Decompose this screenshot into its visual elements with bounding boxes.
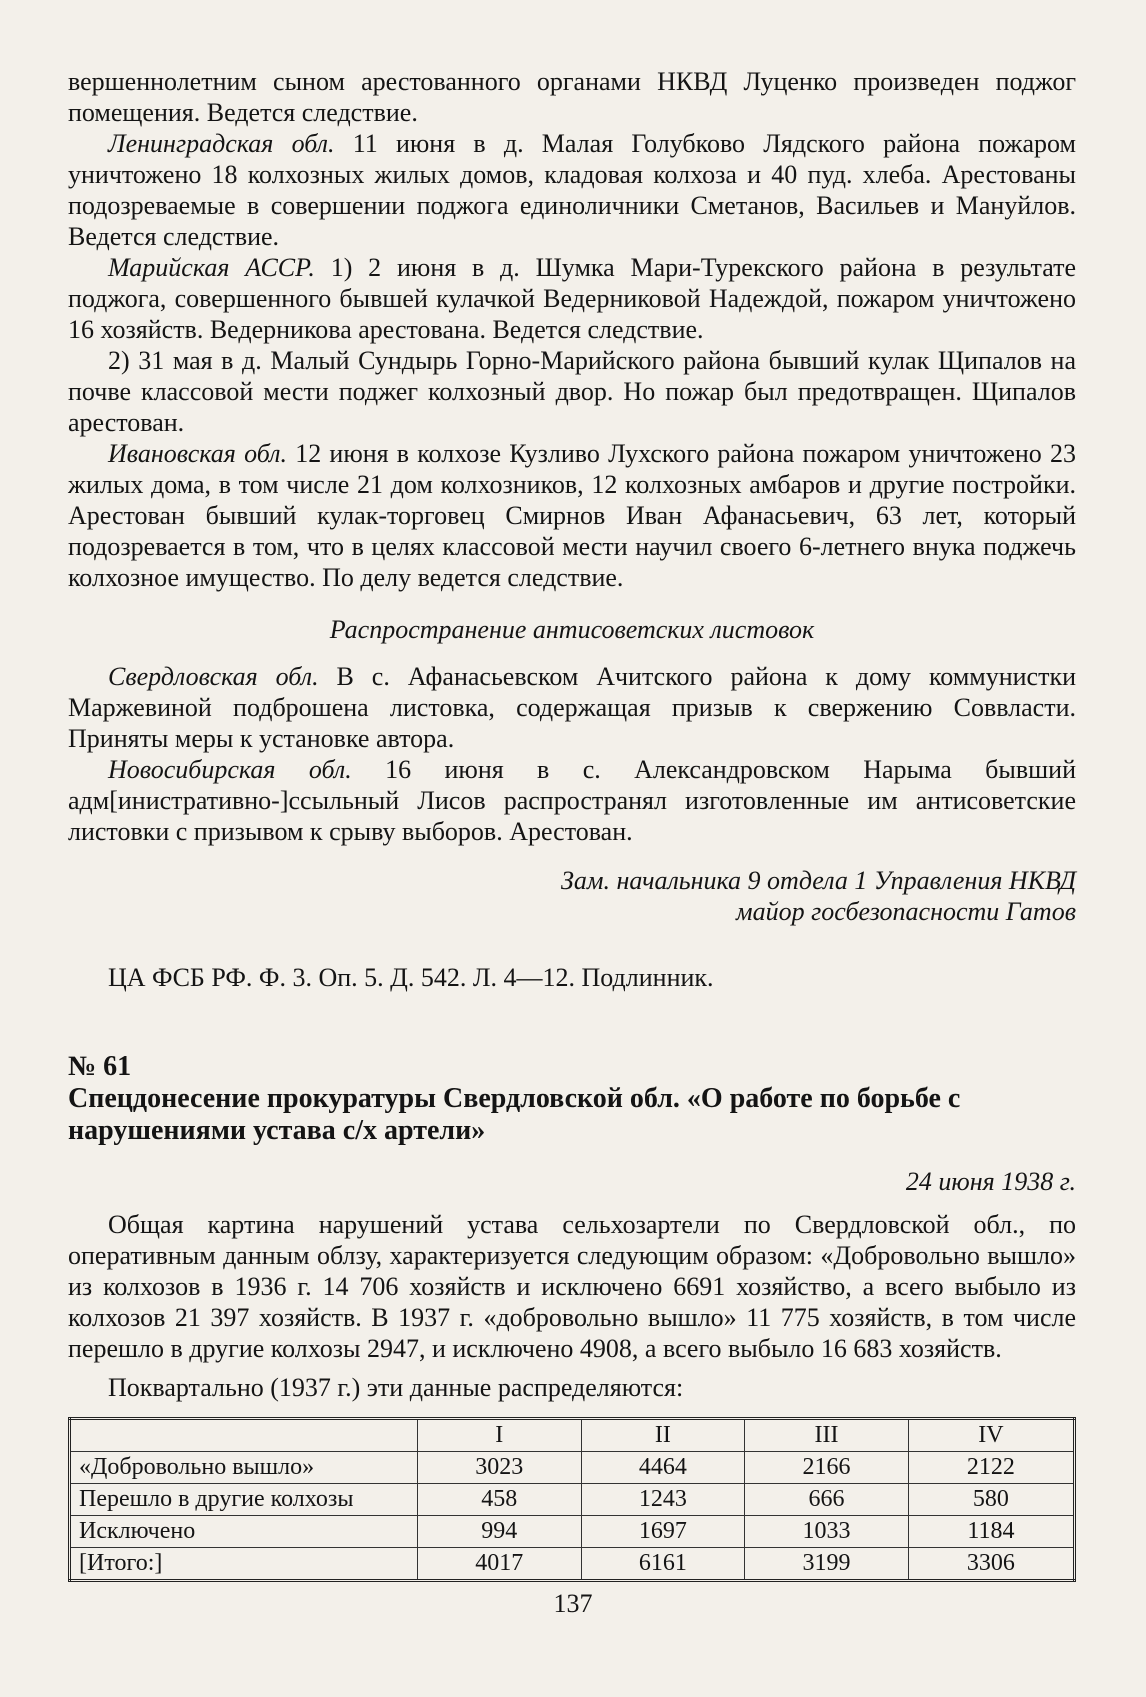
paragraph-text: вершеннолетним сыном арестованного органами НКВД Луценко произведен поджог помещения. Ведется следствие.	[68, 67, 1076, 127]
paragraph-novosibirsk	[68, 754, 1076, 847]
row-label: [Итого:]	[70, 1548, 418, 1581]
table-row	[70, 1516, 1075, 1548]
paragraph-text: В с. Афанасьевском Ачитского района к дому коммунистки Маржевиной подброшена листовка, содержащая призыв к свержению Соввласти. Приняты меры к установке автора.	[68, 662, 1076, 753]
paragraph-mari-2	[68, 345, 1076, 438]
table-cell: 3199	[745, 1548, 909, 1581]
table-cell: 666	[745, 1484, 909, 1516]
table-header-cell	[70, 1419, 418, 1452]
signature-line-1: Зам. начальника 9 отдела 1 Управления НКВД	[561, 866, 1076, 895]
table-header-row	[70, 1419, 1075, 1452]
document-title: Спецдонесение прокуратуры Свердловской обл. «О работе по борьбе с нарушениями устава с/х артели»	[68, 1083, 961, 1146]
table-header-cell: I	[418, 1419, 582, 1452]
page-number: 137	[553, 1589, 593, 1618]
region-label: Свердловская обл.	[108, 662, 319, 691]
row-label: Перешло в другие колхозы	[70, 1484, 418, 1516]
region-label: Новосибирская обл.	[108, 755, 352, 784]
paragraph-text: 11 июня в д. Малая Голубково Лядского района пожаром уничтожено 18 колхозных жилых домов, кладовая колхоза и 40 пуд. хлеба. Арестованы подозреваемые в совершении поджога единоличники Сметанов, Васильев и Мануйлов. Ведется следствие.	[68, 129, 1076, 251]
paragraph-text: 2) 31 мая в д. Малый Сундырь Горно-Марийского района бывший кулак Щипалов на почве классовой мести поджег колхозный двор. Но пожар был предотвращен. Щипалов арестован.	[68, 346, 1076, 437]
table-intro: Поквартально (1937 г.) эти данные распределяются:	[108, 1373, 684, 1402]
document-number: № 61	[68, 1051, 132, 1082]
table-cell: 580	[908, 1484, 1074, 1516]
row-label: «Добровольно вышло»	[70, 1452, 418, 1484]
table-cell: 6161	[581, 1548, 745, 1581]
region-label: Ивановская обл.	[108, 439, 287, 468]
document-date: 24 июня 1938 г.	[905, 1167, 1076, 1196]
table-header-cell: II	[581, 1419, 745, 1452]
table-cell: 3023	[418, 1452, 582, 1484]
table-cell: 4464	[581, 1452, 745, 1484]
paragraph-text: 16 июня в с. Александровском Нарыма бывший адм[инистративно-]ссыльный Лисов распространял изготовленные им антисоветские листовки с призывом к срыву выборов. Арестован.	[68, 755, 1076, 846]
region-label: Марийская АССР.	[108, 253, 315, 282]
quarterly-table	[68, 1417, 1076, 1582]
paragraph-text: 1) 2 июня в д. Шумка Мари-Турекского района в результате поджога, совершенного бывшей кулачкой Ведерниковой Надеждой, пожаром уничтожено 16 хозяйств. Ведерникова арестована. Ведется следствие.	[68, 253, 1076, 344]
table-cell: 1184	[908, 1516, 1074, 1548]
signature-line-2: майор госбезопасности Гатов	[736, 897, 1076, 926]
paragraph-text: 12 июня в колхозе Кузливо Лухского района пожаром уничтожено 23 жилых дома, в том числе 21 дом колхозников, 12 колхозных амбаров и другие постройки. Арестован бывший кулак-торговец Смирнов Иван Афанасьевич, 63 лет, который подозревается в том, что в целях классовой мести научил своего 6-летнего внука поджечь колхозное имущество. По делу ведется следствие.	[68, 439, 1076, 592]
table-cell: 2166	[745, 1452, 909, 1484]
paragraph-sverdlovsk	[68, 661, 1076, 754]
table-cell: 1033	[745, 1516, 909, 1548]
table-header-cell: III	[745, 1419, 909, 1452]
paragraph-ivanovo	[68, 438, 1076, 593]
paragraph-mari-1	[68, 252, 1076, 345]
table-cell: 994	[418, 1516, 582, 1548]
region-label: Ленинградская обл.	[108, 129, 335, 158]
table-row	[70, 1484, 1075, 1516]
table-cell: 1243	[581, 1484, 745, 1516]
paragraph-leningrad	[68, 128, 1076, 252]
table-cell: 3306	[908, 1548, 1074, 1581]
archive-source: ЦА ФСБ РФ. Ф. 3. Оп. 5. Д. 542. Л. 4—12. Подлинник.	[108, 963, 714, 992]
section-title: Распространение антисоветских листовок	[329, 615, 815, 644]
table-cell: 4017	[418, 1548, 582, 1581]
table-row	[70, 1452, 1075, 1484]
signature-block	[68, 865, 1076, 927]
page-content	[68, 66, 1076, 1582]
table-row	[70, 1548, 1075, 1581]
table-header-cell: IV	[908, 1419, 1074, 1452]
table-cell: 2122	[908, 1452, 1074, 1484]
table-cell: 1697	[581, 1516, 745, 1548]
row-label: Исключено	[70, 1516, 418, 1548]
table-cell: 458	[418, 1484, 582, 1516]
body-paragraph: Общая картина нарушений устава сельхозартели по Свердловской обл., по оперативным данным облзу, характеризуется следующим образом: «Добровольно вышло» из колхозов в 1936 г. 14 706 хозяйств и исключено 6691 хозяйство, а всего выбыло из колхозов 21 397 хозяйств. В 1937 г. «добровольно вышло» 11 775 хозяйств, в том числе перешло в другие колхозы 2947, и исключено 4908, а всего выбыло 16 683 хозяйств.	[68, 1210, 1076, 1363]
paragraph-continuation	[68, 66, 1076, 128]
